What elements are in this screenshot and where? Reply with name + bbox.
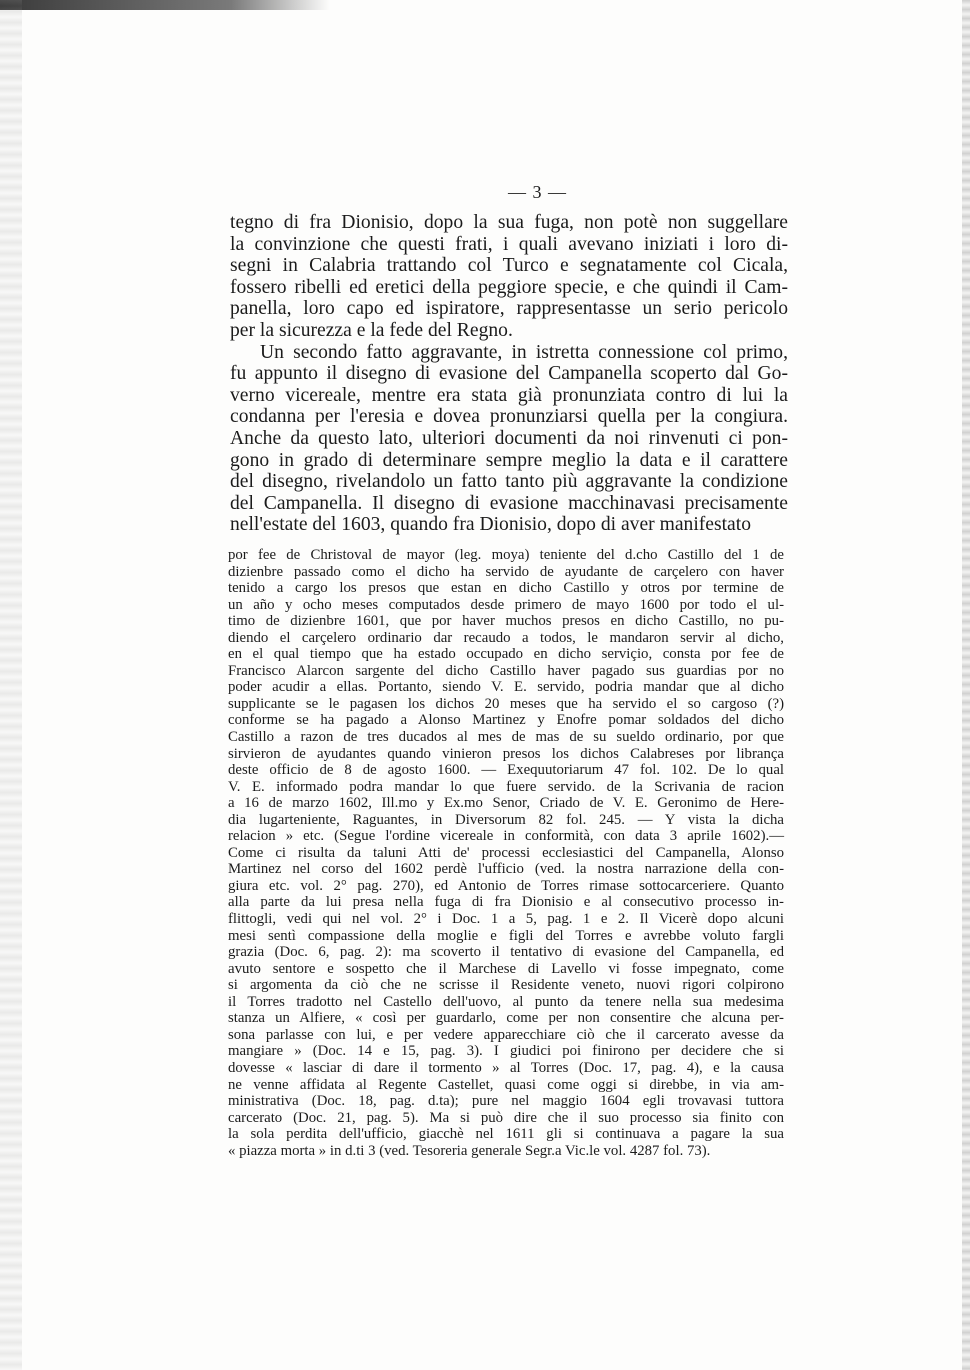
footnote-line: dizienbre passado como el dicho ha servido de ayudante de carçelero con haver: [228, 563, 784, 580]
main-text-line: del disegno, rivelandolo un fatto tanto più aggravante la condizione: [230, 471, 788, 493]
main-text-line: Anche da questo lato, ulteriori documenti da noi rinvenuti ci pon-: [230, 427, 788, 449]
footnote-line: mesi sentì compassione della moglie e figli del Torres e avrebbe voluto fargli: [228, 927, 784, 944]
main-text-line: fossero ribelli ed eretici della peggiore specie, e che quindi il Cam-: [230, 276, 788, 298]
main-text-line: nell'estate del 1603, quando fra Dionisio, dopo di aver manifestato: [230, 514, 751, 536]
footnote-line: Francisco Alarcon sargente del dicho Castillo haver pagado sus guardias por no: [228, 662, 784, 679]
footnote-line: un año y ocho meses computados desde primero de mayo 1600 por todo el ul-: [228, 596, 784, 613]
footnote-line: ministrativa (Doc. 18, pag. d.ta); pure nel maggio 1604 egli trovavasi tuttora: [228, 1093, 784, 1110]
footnote-line: sona parlasse con lui, e per vedere apparecchiare ciò che il carcerato avesse da: [228, 1026, 784, 1043]
main-text-line: tegno di fra Dionisio, dopo la sua fuga, non potè non suggellare: [230, 212, 788, 233]
main-text-line: la convinzione che questi frati, i quali avevano iniziati i loro di-: [230, 233, 788, 255]
footnote-line: il Torres tradotto nel Castello dell'uovo, al punto da tenere nella sua medesima: [228, 993, 784, 1010]
footnote-line: giura etc. vol. 2° pag. 270), ed Antonio de Torres rimase sottocarceriere. Quanto: [228, 877, 784, 894]
page-number: — 3 —: [508, 182, 567, 202]
footnote-line: sirvieron de ayudantes quando vinieron presos los dichos Calabreses por librança: [228, 745, 784, 762]
footnote-line: en el qual tiempo que ha estado occupado en dicho serviçio, consta por fee de: [228, 646, 784, 663]
footnote-line: poder acudir a ellas. Portanto, siendo V. E. servido, podria mandar que al dicho: [228, 679, 784, 696]
footnote-line: carcerato (Doc. 21, pag. 5). Ma si può dire che il suo processo sia finito con: [228, 1109, 784, 1126]
main-text-line: condanna per l'eresia e dovea pronunziarsi quella per la congiura.: [230, 406, 788, 428]
footnote-line: mangiare » (Doc. 14 e 15, pag. 3). I giudici poi finirono per decidere che si: [228, 1043, 784, 1060]
footnote-line: flittogli, vedi qui nel vol. 2° i Doc. 1 a 5, pag. 1 e 2. Il Vicerè dopo alcuni: [228, 911, 784, 928]
footnote-line: deste officio de 8 de agosto 1600. — Exequutoriarum 47 fol. 102. De lo qual: [228, 762, 784, 779]
footnote-line: a 16 de marzo 1602, Ill.mo y Ex.mo Senor, Criado de V. E. Geronimo de Here-: [228, 795, 784, 812]
footnote-line: si argomenta da ciò che ne scrisse il Residente veneto, nuovi rigori colpirono: [228, 977, 784, 994]
footnote-block: [228, 547, 784, 1159]
main-text-line: segni in Calabria trattando col Turco e segnatamente col Cicala,: [230, 255, 788, 277]
footnote-line: conforme se ha pagado a Alonso Martinez y Enofre pomar soldados del dicho: [228, 712, 784, 729]
main-text-line: del Campanella. Il disegno di evasione macchinavasi precisamente: [230, 492, 788, 514]
footnote-line: ne venne affidata al Regente Castellet, quasi come oggi si direbbe, in via am-: [228, 1076, 784, 1093]
footnote-line: Castillo a razon de tres ducados al mes de mas de su sueldo ordinario, por que: [228, 729, 784, 746]
footnote-line: alla parte da lui presa nella fuga di fra Dionisio e al consecutivo processo in-: [228, 894, 784, 911]
footnote-line: grazia (Doc. 6, pag. 2): ma scoverto il tentativo di evasione del Campanella, ed: [228, 944, 784, 961]
footnote-line: diendo el carçelero ordinario dar recaudo a todos, le mandaron servir al dicho,: [228, 629, 784, 646]
footnote-line: « piazza morta » in d.ti 3 (ved. Tesoreria generale Segr.a Vic.le vol. 4287 fol. 73).: [228, 1142, 711, 1159]
footnote-line: timo de dizienbre 1601, que por haver muchos presos en dicho Castillo, no pu-: [228, 613, 784, 630]
footnote-line: relacion » etc. (Segue l'ordine vicereale in conformità, con data 3 aprile 1602).—: [228, 828, 784, 845]
scan-edge-left: [0, 0, 22, 1370]
main-text-line: fu appunto il disegno di evasione del Campanella scoperto dal Go-: [230, 363, 788, 385]
footnote-line: Come ci risulta da taluni Atti de' processi ecclesiastici del Campanella, Alonso: [228, 844, 784, 861]
footnote-line: dovesse « lasciar di dare il tormento » al Torres (Doc. 17, pag. 4), e la causa: [228, 1059, 784, 1076]
footnote-line: V. E. informado podra mandar lo que fuere servido. de la Scrivania de racion: [228, 778, 784, 795]
footnote-line: tenido a cargo los presos que estan en dicho Castillo y otros por termine de: [228, 580, 784, 597]
footnote-line: avuto sentore e sospetto che il Marchese di Lavello vi fosse impegnato, come: [228, 960, 784, 977]
main-text-line: per la sicurezza e la fede del Regno.: [230, 319, 513, 341]
footnote-line: stanza un Alfiere, « così per guardarlo, come per non consentire che alcuna per-: [228, 1010, 784, 1027]
footnote-line: Martinez nel corso del 1602 perdè l'ufficio (ved. la nostra narrazione della con-: [228, 861, 784, 878]
scan-edge-right: [962, 0, 970, 1370]
footnote-line: la sola perdita dell'ufficio, giacchè nel 1611 gli si continuava a pagare la sua: [228, 1126, 784, 1143]
footnote-line: dia lugarteniente, Raguantes, in Diversorum 82 fol. 245. — Y vista la dicha: [228, 811, 784, 828]
main-text-line: gono in grado di determinare sempre meglio la data e il carattere: [230, 449, 788, 471]
main-text-line: Un secondo fatto aggravante, in istretta connessione col primo,: [260, 341, 788, 363]
main-text-line: verno vicereale, mentre era stata già pronunziata contro di lui la: [230, 384, 788, 406]
scan-edge-top: [0, 0, 330, 10]
footnote-line: supplicante se le pagasen los dichos 20 meses que ha servido el so cargoso (?): [228, 695, 784, 712]
footnote-line: por fee de Christoval de mayor (leg. moya) teniente del d.cho Castillo del 1 de: [228, 547, 784, 563]
main-text-block: [230, 212, 788, 536]
main-text-line: panella, loro capo ed ispiratore, rappresentasse un serio pericolo: [230, 298, 788, 320]
